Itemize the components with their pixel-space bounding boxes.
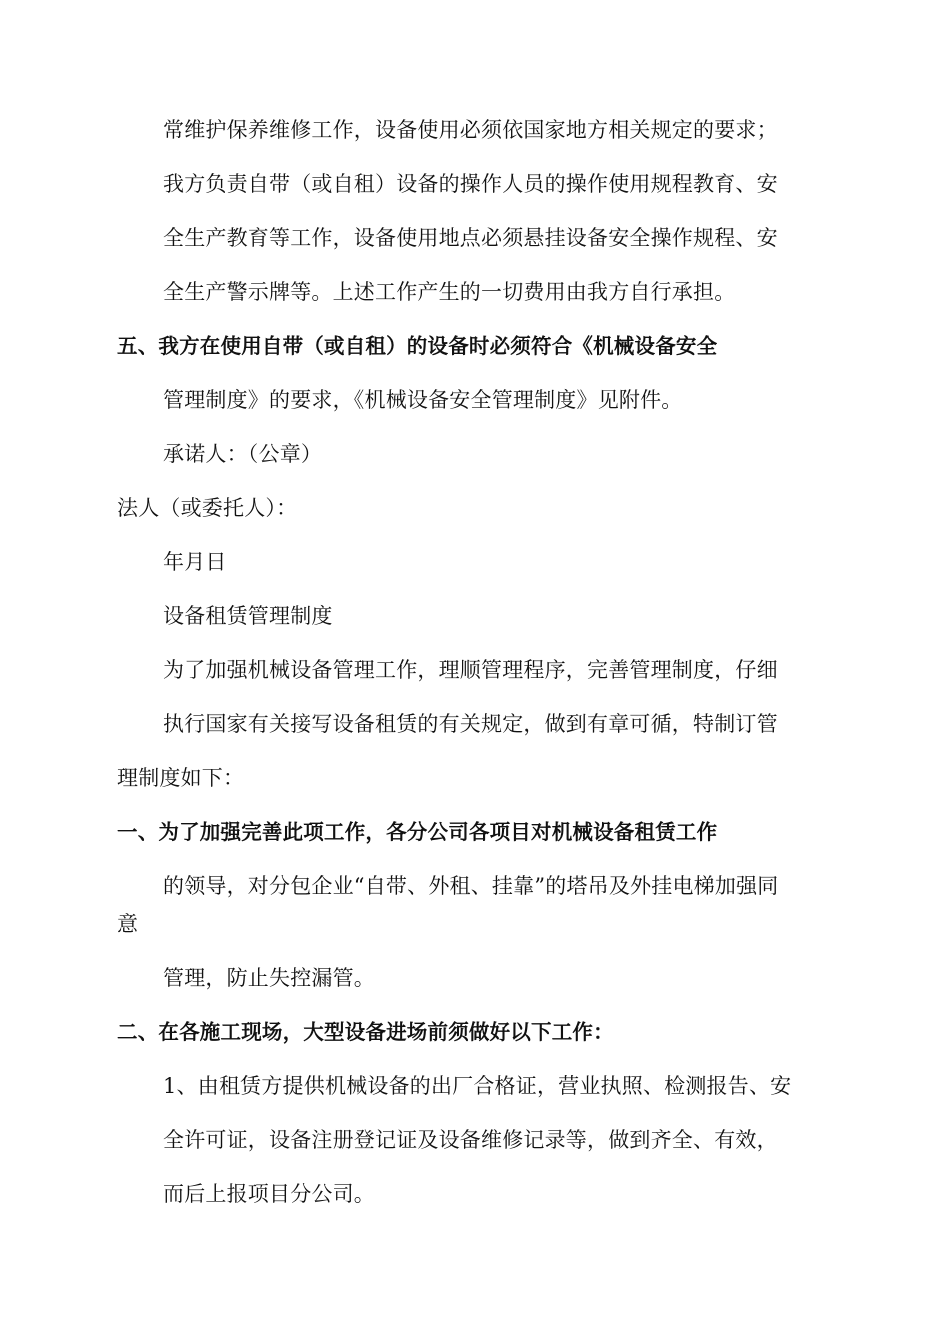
paragraph-line-12: 执行国家有关接写设备租赁的有关规定，做到有章可循，特制订管 (163, 712, 778, 736)
legal-representative-line: 法人（或委托人）： (117, 496, 298, 520)
paragraph-line-11: 为了加强机械设备管理工作，理顺管理程序，完善管理制度，仔细 (163, 658, 778, 682)
paragraph-line-3: 全生产教育等工作，设备使用地点必须悬挂设备安全操作规程、安 (163, 226, 778, 250)
paragraph-line-17: 管理，防止失控漏管。 (163, 966, 375, 990)
section-heading-five: 五、我方在使用自带（或自租）的设备时必须符合《机械设备安全 (117, 334, 718, 358)
list-item-1-line-2: 全许可证，设备注册登记证及设备维修记录等，做到齐全、有效， (163, 1128, 778, 1152)
paragraph-line-13: 理制度如下： (117, 766, 245, 790)
paragraph-line-15: 的领导，对分包企业“自带、外租、挂靠”的塔吊及外挂电梯加强同 (163, 874, 779, 898)
date-line: 年月日 (163, 550, 227, 574)
list-item-1-line-3: 而后上报项目分公司。 (163, 1182, 375, 1206)
list-item-1-line-1: 1、由租赁方提供机械设备的出厂合格证，营业执照、检测报告、安 (163, 1074, 792, 1098)
paragraph-line-2: 我方负责自带（或自租）设备的操作人员的操作使用规程教育、安 (163, 172, 778, 196)
promisor-seal-line: 承诺人：（公章） (163, 442, 323, 466)
paragraph-line-4: 全生产警示牌等。上述工作产生的一切费用由我方自行承担。 (163, 280, 736, 304)
paragraph-line-1: 常维护保养维修工作，设备使用必须依国家地方相关规定的要求； (163, 118, 778, 142)
section-heading-one: 一、为了加强完善此项工作，各分公司各项目对机械设备租赁工作 (117, 820, 718, 844)
document-title: 设备租赁管理制度 (163, 604, 333, 628)
section-heading-two: 二、在各施工现场，大型设备进场前须做好以下工作： (117, 1020, 614, 1044)
paragraph-line-6: 管理制度》的要求，《机械设备安全管理制度》见附件。 (163, 388, 683, 412)
paragraph-line-16: 意 (117, 912, 139, 936)
